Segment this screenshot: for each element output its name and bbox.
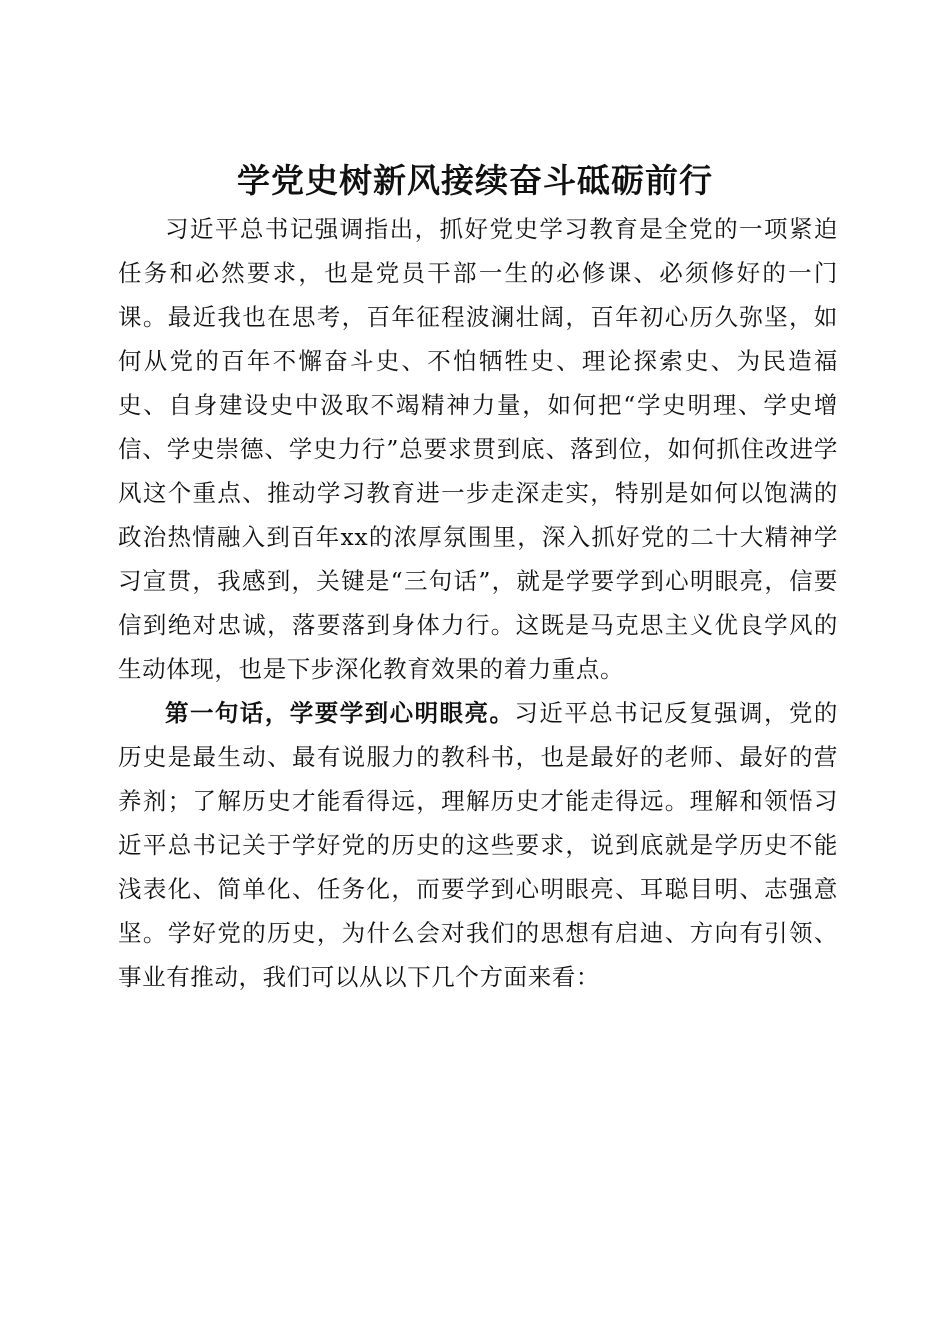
paragraph-text: 习近平总书记强调指出，抓好党史学习教育是全党的一项紧迫任务和必然要求，也是党员干部一生的必修课、必须修好的一门课。最近我也在思考，百年征程波澜壮阔，百年初心历久弥坚，如何从党的百年不懈奋斗史、不怕牺牲史、理论探索史、为民造福史、自身建设史中汲取不竭精神力量，如何把“学史明理、学史增信、学史崇德、学史力行”总要求贯到底、落到位，如何抓住改进学风这个重点、推动学习教育进一步走深走实，特别是如何以饱满的政治热情融入到百年xx的浓厚氛围里，深入抓好党的二十大精神学习宣贯，我感到，关键是“三句话”，就是学要学到心明眼亮，信要信到绝对忠诚，落要落到身体力行。这既是马克思主义优良学风的生动体现，也是下步深化教育效果的着力重点。: [118, 215, 838, 683]
document-title: 学党史树新风接续奋斗砥砺前行: [237, 161, 713, 201]
document-body: [118, 207, 838, 999]
paragraph-intro: [118, 207, 838, 691]
paragraph-first-point: [118, 691, 838, 999]
paragraph-lead: 第一句话，学要学到心明眼亮。: [165, 699, 515, 727]
paragraph-text: 习近平总书记反复强调，党的历史是最生动、最有说服力的教科书，也是最好的老师、最好的营养剂；了解历史才能看得远，理解历史才能走得远。理解和领悟习近平总书记关于学好党的历史的这些要求，说到底就是学历史不能浅表化、简单化、任务化，而要学到心明眼亮、耳聪目明、志强意坚。学好党的历史，为什么会对我们的思想有启迪、方向有引领、事业有推动，我们可以从以下几个方面来看：: [118, 699, 838, 991]
